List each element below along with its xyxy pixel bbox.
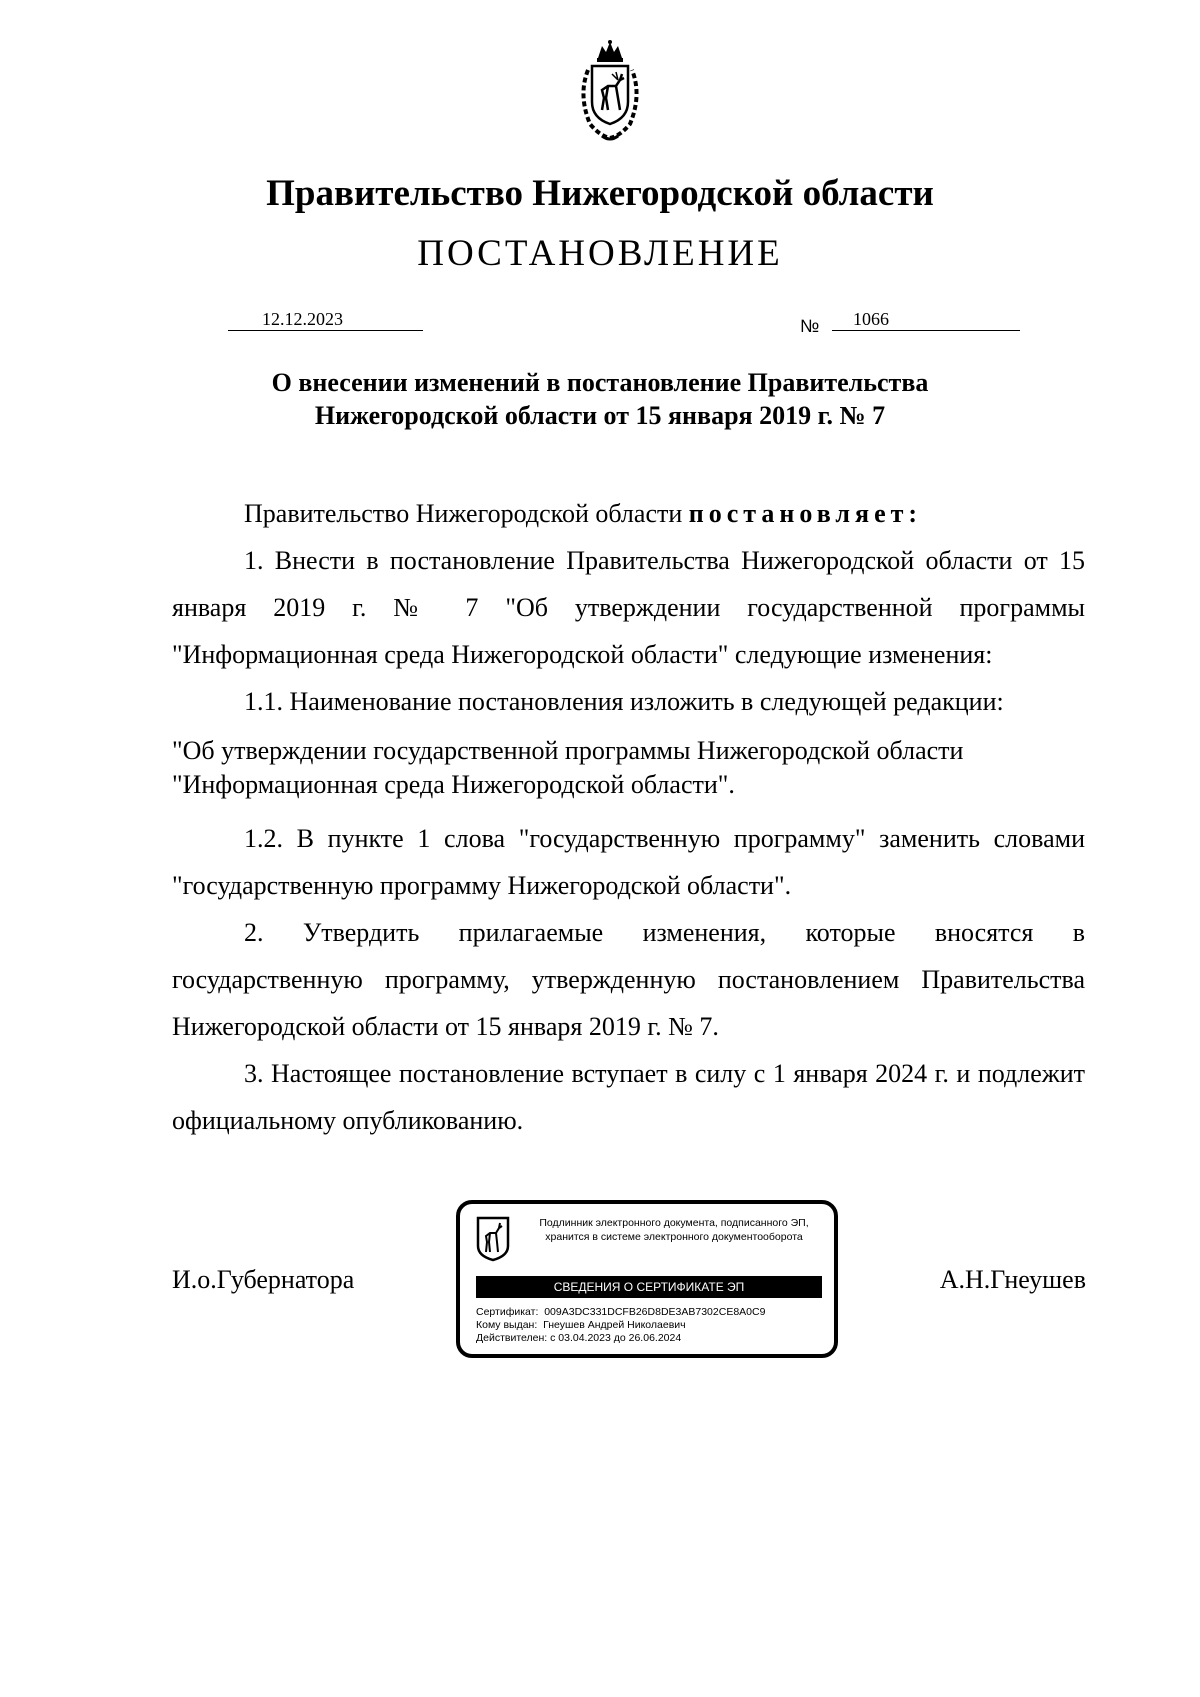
- document-date: 12.12.2023: [262, 309, 343, 329]
- document-body: [172, 490, 1085, 1144]
- paragraph-1-1: 1.1. Наименование постановления изложить в следующей редакции:: [244, 687, 1004, 716]
- electronic-signature-stamp: [456, 1200, 838, 1358]
- number-sign: №: [800, 316, 820, 336]
- coat-of-arms-icon: [572, 40, 648, 144]
- valid-value: с 03.04.2023 до 26.06.2024: [550, 1332, 682, 1344]
- document-type: ПОСТАНОВЛЕНИЕ: [417, 233, 783, 274]
- date-underline: [228, 330, 423, 331]
- paragraph-1-2: 1.2. В пункте 1 слова "государственную программу" заменить словами "государственную программу Нижегородской области".: [172, 824, 1085, 900]
- subject-line-1: О внесении изменений в постановление Правительства: [271, 368, 929, 397]
- paragraph-2: 2. Утвердить прилагаемые изменения, которые вносятся в государственную программу, утвержденную постановлением Правительства Нижегородской области от 15 января 2019 г. № 7.: [172, 918, 1085, 1041]
- stamp-header-line-2: хранится в системе электронного документооборота: [545, 1231, 803, 1243]
- paragraph-1: 1. Внести в постановление Правительства Нижегородской области от 15 января 2019 г. № 7 "Об утверждении государственной программы "Информационная среда Нижегородской области" следующие изменения:: [172, 546, 1085, 669]
- organization-title: Правительство Нижегородской области: [266, 173, 934, 214]
- stamp-header-line-1: Подлинник электронного документа, подписанного ЭП,: [539, 1217, 809, 1229]
- issued-to-label: Кому выдан:: [476, 1319, 538, 1331]
- number-underline: [832, 330, 1020, 331]
- decree-word: постановляет:: [688, 499, 923, 528]
- signatory-position: И.о.Губернатора: [172, 1265, 355, 1294]
- issued-to-value: Гнеушев Андрей Николаевич: [543, 1319, 686, 1331]
- certificate-label: Сертификат:: [476, 1306, 539, 1318]
- issued-to-row: [476, 1319, 686, 1332]
- deer-emblem-icon: [476, 1216, 510, 1262]
- certificate-row: [476, 1306, 765, 1319]
- certificate-value: 009A3DC331DCFB26D8DE3AB7302CE8A0C9: [544, 1306, 766, 1318]
- subject-line-2: Нижегородской области от 15 января 2019 г. № 7: [314, 401, 886, 430]
- quote-line-1: "Об утверждении государственной программы Нижегородской области: [172, 736, 964, 765]
- document-subject: [0, 366, 1200, 432]
- valid-label: Действителен:: [476, 1332, 548, 1344]
- signatory-name: А.Н.Гнеушев: [939, 1265, 1086, 1294]
- document-number: 1066: [853, 309, 889, 329]
- quote-line-2: "Информационная среда Нижегородской области".: [172, 770, 735, 799]
- intro-paragraph: [172, 490, 1085, 537]
- quoted-title: [172, 734, 1085, 802]
- certificate-info-bar: СВЕДЕНИЯ О СЕРТИФИКАТЕ ЭП: [476, 1276, 822, 1298]
- valid-row: [476, 1332, 681, 1345]
- stamp-header: [516, 1216, 832, 1244]
- intro-text: Правительство Нижегородской области: [244, 499, 689, 528]
- paragraph-3: 3. Настоящее постановление вступает в силу с 1 января 2024 г. и подлежит официальному опубликованию.: [172, 1059, 1085, 1135]
